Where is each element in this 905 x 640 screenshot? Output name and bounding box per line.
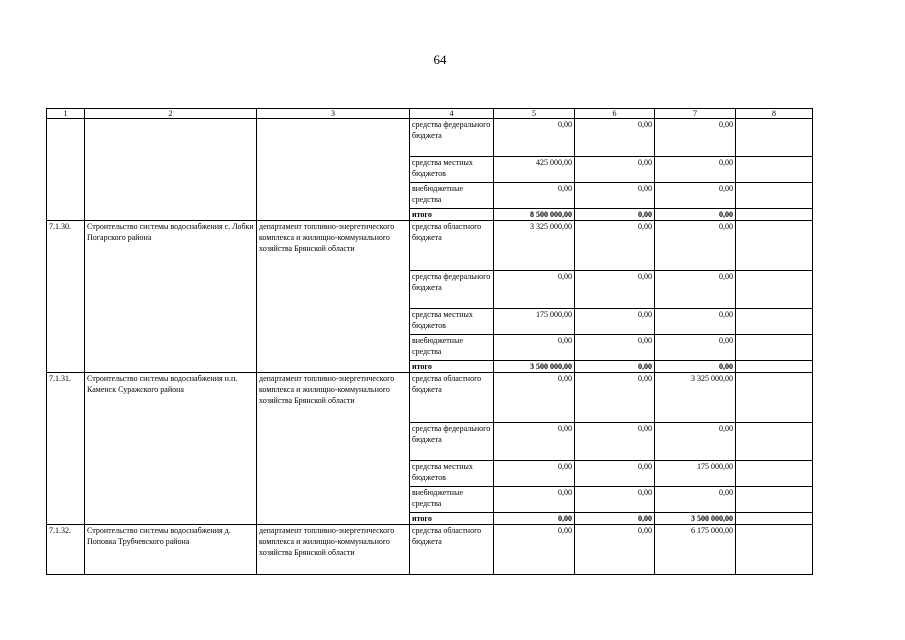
value-col6: 0,00 <box>575 221 655 271</box>
value-col6: 0,00 <box>575 309 655 335</box>
column-header: 3 <box>257 109 410 119</box>
value-col6: 0,00 <box>575 361 655 373</box>
value-col5: 0,00 <box>494 271 575 309</box>
value-col7: 0,00 <box>655 487 736 513</box>
funding-source: средства федерального бюджета <box>410 119 494 157</box>
value-col7: 0,00 <box>655 361 736 373</box>
value-col7: 3 500 000,00 <box>655 513 736 525</box>
funding-source: итого <box>410 513 494 525</box>
value-col8 <box>736 513 813 525</box>
value-col5: 175 000,00 <box>494 309 575 335</box>
funding-source: внебюджетные средства <box>410 183 494 209</box>
executor: департамент топливно-энергетического комплекса и жилищно-коммунального хозяйства Брянской области <box>257 525 410 575</box>
funding-source: средства местных бюджетов <box>410 157 494 183</box>
object-name: Строительство системы водоснабжения с. Лобки Погарского района <box>85 221 257 373</box>
value-col7: 3 325 000,00 <box>655 373 736 423</box>
value-col7: 0,00 <box>655 423 736 461</box>
value-col7: 0,00 <box>655 119 736 157</box>
value-col5: 0,00 <box>494 119 575 157</box>
value-col8 <box>736 119 813 157</box>
executor: департамент топливно-энергетического комплекса и жилищно-коммунального хозяйства Брянской области <box>257 373 410 525</box>
value-col7: 0,00 <box>655 183 736 209</box>
value-col6: 0,00 <box>575 157 655 183</box>
value-col6: 0,00 <box>575 119 655 157</box>
column-header: 5 <box>494 109 575 119</box>
value-col7: 0,00 <box>655 271 736 309</box>
funding-source: внебюджетные средства <box>410 487 494 513</box>
column-header: 6 <box>575 109 655 119</box>
object-name: Строительство системы водоснабжения н.п. Каменск Суражского района <box>85 373 257 525</box>
value-col6: 0,00 <box>575 423 655 461</box>
budget-table <box>46 108 813 575</box>
value-col7: 0,00 <box>655 335 736 361</box>
column-header: 2 <box>85 109 257 119</box>
value-col5: 0,00 <box>494 487 575 513</box>
value-col5: 0,00 <box>494 183 575 209</box>
value-col5: 0,00 <box>494 335 575 361</box>
value-col8 <box>736 335 813 361</box>
value-col7: 0,00 <box>655 209 736 221</box>
funding-source: внебюджетные средства <box>410 335 494 361</box>
value-col6: 0,00 <box>575 335 655 361</box>
table-row <box>47 119 813 157</box>
value-col7: 0,00 <box>655 157 736 183</box>
value-col6: 0,00 <box>575 487 655 513</box>
object-name: Строительство системы водоснабжения д. Поповка Трубчевского района <box>85 525 257 575</box>
value-col8 <box>736 209 813 221</box>
funding-source: итого <box>410 361 494 373</box>
value-col8 <box>736 157 813 183</box>
funding-source: средства областного бюджета <box>410 373 494 423</box>
column-header: 4 <box>410 109 494 119</box>
value-col6: 0,00 <box>575 513 655 525</box>
funding-source: итого <box>410 209 494 221</box>
table-row <box>47 373 813 423</box>
object-name <box>85 119 257 221</box>
value-col8 <box>736 309 813 335</box>
table-row <box>47 221 813 271</box>
funding-source: средства местных бюджетов <box>410 461 494 487</box>
value-col5: 0,00 <box>494 525 575 575</box>
value-col5: 8 500 000,00 <box>494 209 575 221</box>
header-row <box>47 109 813 119</box>
value-col5: 0,00 <box>494 373 575 423</box>
column-header: 7 <box>655 109 736 119</box>
value-col6: 0,00 <box>575 183 655 209</box>
value-col5: 3 500 000,00 <box>494 361 575 373</box>
value-col6: 0,00 <box>575 271 655 309</box>
value-col6: 0,00 <box>575 209 655 221</box>
value-col8 <box>736 373 813 423</box>
value-col5: 425 000,00 <box>494 157 575 183</box>
value-col8 <box>736 525 813 575</box>
value-col5: 0,00 <box>494 423 575 461</box>
value-col7: 6 175 000,00 <box>655 525 736 575</box>
value-col7: 175 000,00 <box>655 461 736 487</box>
funding-source: средства федерального бюджета <box>410 423 494 461</box>
value-col8 <box>736 487 813 513</box>
table-body <box>47 119 813 575</box>
value-col8 <box>736 423 813 461</box>
executor: департамент топливно-энергетического комплекса и жилищно-коммунального хозяйства Брянской области <box>257 221 410 373</box>
value-col8 <box>736 221 813 271</box>
item-number <box>47 119 85 221</box>
funding-source: средства областного бюджета <box>410 221 494 271</box>
executor <box>257 119 410 221</box>
value-col6: 0,00 <box>575 461 655 487</box>
value-col6: 0,00 <box>575 525 655 575</box>
value-col5: 0,00 <box>494 513 575 525</box>
funding-source: средства местных бюджетов <box>410 309 494 335</box>
table-row <box>47 525 813 575</box>
column-header: 1 <box>47 109 85 119</box>
funding-source: средства федерального бюджета <box>410 271 494 309</box>
item-number: 7.1.31. <box>47 373 85 525</box>
value-col6: 0,00 <box>575 373 655 423</box>
value-col8 <box>736 271 813 309</box>
value-col7: 0,00 <box>655 309 736 335</box>
item-number: 7.1.30. <box>47 221 85 373</box>
page-number: 64 <box>433 52 447 67</box>
item-number: 7.1.32. <box>47 525 85 575</box>
value-col8 <box>736 361 813 373</box>
value-col8 <box>736 461 813 487</box>
value-col7: 0,00 <box>655 221 736 271</box>
value-col5: 3 325 000,00 <box>494 221 575 271</box>
value-col8 <box>736 183 813 209</box>
column-header: 8 <box>736 109 813 119</box>
value-col5: 0,00 <box>494 461 575 487</box>
funding-source: средства областного бюджета <box>410 525 494 575</box>
